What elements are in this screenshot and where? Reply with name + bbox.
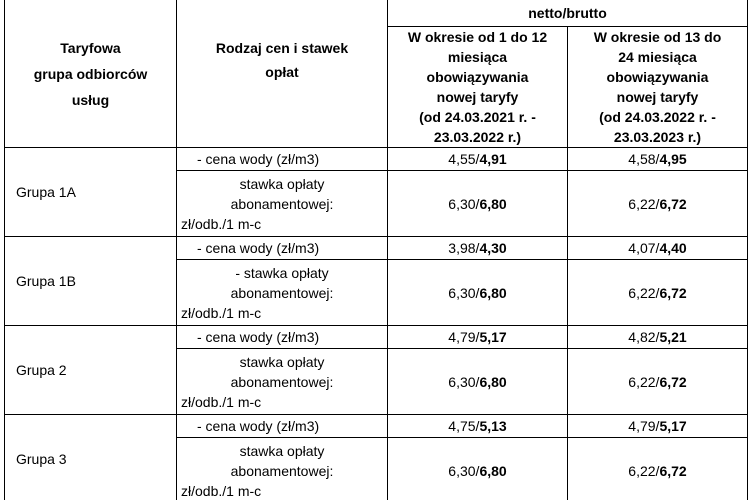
brutto-value: 5,17 [659,418,687,434]
header-group-column [5,0,177,148]
netto-value: 4,75/ [448,418,480,434]
tariff-table [4,0,748,500]
subscription-fee-period-2 [568,260,748,326]
fee-label-line-3: zł/odb./1 m-c [181,215,262,232]
header-kind-line-2: opłat [265,63,299,80]
subscription-fee-label [177,260,388,326]
subscription-fee-label [177,438,388,500]
netto-value: 6,22/ [628,195,660,212]
netto-value: 6,30/ [448,195,480,212]
fee-label-line-1: stawka opłaty [239,175,325,192]
netto-value: 6,22/ [628,373,660,390]
water-price-label: - cena wody (zł/m3) [177,415,388,438]
brutto-value: 6,80 [479,195,507,212]
group-name: Grupa 1B [5,237,177,326]
brutto-value: 4,91 [479,151,507,167]
brutto-value: 5,13 [479,418,507,434]
brutto-value: 4,30 [479,240,507,256]
netto-value: 6,22/ [628,284,660,301]
netto-value: 3,98/ [448,240,480,256]
netto-value: 6,30/ [448,462,480,479]
subscription-fee-period-2 [568,438,748,500]
period-2-line-2: 24 miesiąca [618,49,697,65]
period-2-line-6: 23.03.2023 r.) [613,129,702,145]
water-price-period-2 [568,415,748,438]
netto-value: 4,07/ [628,240,660,256]
period-1-line-3: obowiązywania [426,69,529,85]
subscription-fee-period-1 [388,438,568,500]
netto-value: 6,22/ [628,462,660,479]
fee-label-line-2: abonamentowej: [230,195,334,212]
water-price-period-2 [568,148,748,171]
brutto-value: 6,72 [659,195,687,212]
header-kind-line-1: Rodzaj cen i stawek [215,39,349,56]
fee-label-line-2: abonamentowej: [230,462,334,479]
fee-label-line-1: stawka opłaty [239,442,325,459]
header-period-1 [388,27,568,148]
water-price-period-2 [568,326,748,349]
period-2-line-1: W okresie od 13 do [593,29,722,45]
header-group-line-3: usług [71,91,110,108]
period-1-line-2: miesiąca [447,49,508,65]
water-price-label: - cena wody (zł/m3) [177,237,388,260]
brutto-value: 6,72 [659,462,687,479]
subscription-fee-period-1 [388,349,568,415]
brutto-value: 6,72 [659,284,687,301]
netto-value: 4,79/ [448,329,480,345]
period-2-line-4: nowej taryfy [616,89,699,105]
fee-label-line-2: abonamentowej: [230,284,334,301]
group-name: Grupa 3 [5,415,177,500]
netto-value: 4,79/ [628,418,660,434]
brutto-value: 6,80 [479,284,507,301]
group-name: Grupa 1A [5,148,177,237]
period-2-line-5: (od 24.03.2022 r. - [599,109,716,125]
table-row [5,415,748,438]
period-1-line-4: nowej taryfy [436,89,519,105]
subscription-fee-label [177,171,388,237]
brutto-value: 5,17 [479,329,507,345]
netto-value: 6,30/ [448,284,480,301]
water-price-label: - cena wody (zł/m3) [177,326,388,349]
table-row [5,237,748,260]
brutto-value: 6,80 [479,373,507,390]
brutto-value: 4,95 [659,151,687,167]
brutto-value: 6,80 [479,462,507,479]
netto-value: 6,30/ [448,373,480,390]
header-kind-column [177,0,388,148]
header-period-2 [568,27,748,148]
subscription-fee-period-1 [388,171,568,237]
fee-label-line-3: zł/odb./1 m-c [181,393,262,410]
period-1-line-1: W okresie od 1 do 12 [407,29,548,45]
brutto-value: 6,72 [659,373,687,390]
header-group-line-1: Taryfowa [60,39,121,56]
brutto-value: 4,40 [659,240,687,256]
subscription-fee-label [177,349,388,415]
group-name: Grupa 2 [5,326,177,415]
netto-value: 4,58/ [628,151,660,167]
header-group-line-2: grupa odbiorców [33,65,148,82]
subscription-fee-period-2 [568,349,748,415]
fee-label-line-3: zł/odb./1 m-c [181,482,262,499]
period-1-line-6: 23.03.2022 r.) [433,129,522,145]
netto-value: 4,82/ [628,329,660,345]
water-price-period-1 [388,326,568,349]
period-1-line-5: (od 24.03.2021 r. - [419,109,536,125]
water-price-period-2 [568,237,748,260]
netto-value: 4,55/ [448,151,480,167]
header-row-top [5,0,748,27]
water-price-label: - cena wody (zł/m3) [177,148,388,171]
header-netto-brutto: netto/brutto [388,0,748,27]
subscription-fee-period-1 [388,260,568,326]
fee-label-line-1: stawka opłaty [239,353,325,370]
brutto-value: 5,21 [659,329,687,345]
table-row [5,326,748,349]
fee-label-line-2: abonamentowej: [230,373,334,390]
table-row [5,148,748,171]
water-price-period-1 [388,237,568,260]
subscription-fee-period-2 [568,171,748,237]
period-2-line-3: obowiązywania [606,69,709,85]
fee-label-line-1: - stawka opłaty [235,264,329,281]
water-price-period-1 [388,415,568,438]
water-price-period-1 [388,148,568,171]
fee-label-line-3: zł/odb./1 m-c [181,304,262,321]
